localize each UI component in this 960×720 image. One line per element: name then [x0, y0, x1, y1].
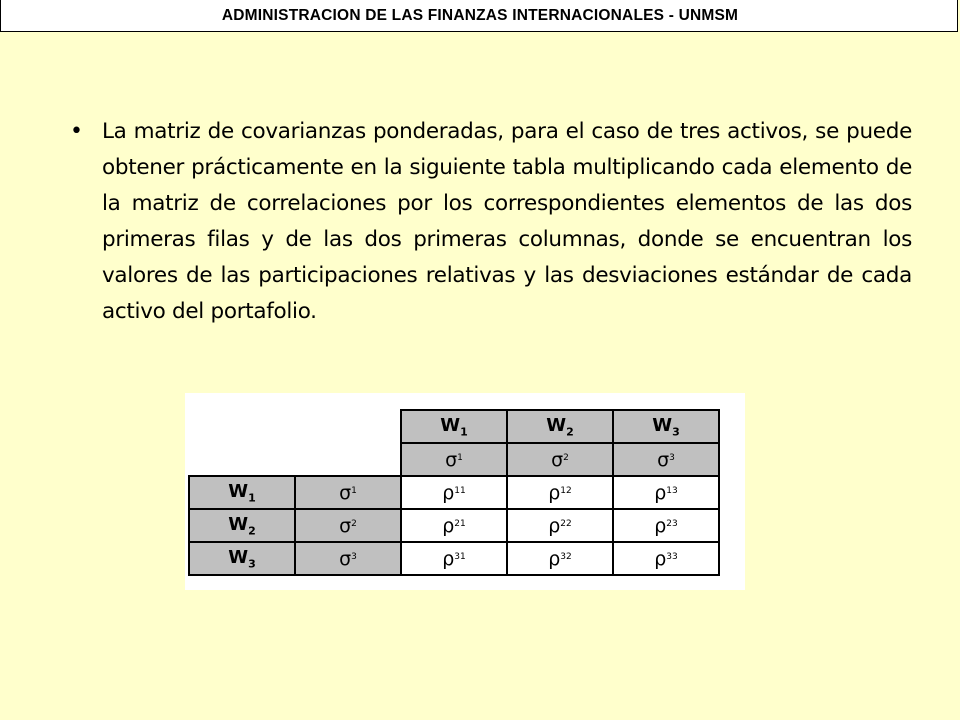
rho-symbol: ρ — [548, 514, 561, 537]
correlation-cell — [613, 542, 719, 575]
table-row — [189, 476, 719, 509]
table-row — [189, 542, 719, 575]
rho-index: 13 — [666, 485, 678, 496]
correlation-cell — [507, 476, 613, 509]
page-title: ADMINISTRACION DE LAS FINANZAS INTERNACIONALES - UNMSM — [221, 7, 739, 24]
weight-symbol: W — [228, 480, 249, 502]
rho-index: 23 — [666, 518, 678, 529]
rho-index: 21 — [454, 518, 466, 529]
weight-header-cell — [613, 410, 719, 443]
rho-symbol: ρ — [442, 481, 455, 504]
row-weight-cell — [189, 509, 295, 542]
weight-symbol: W — [546, 414, 567, 436]
bullet-paragraph: La matriz de covarianzas ponderadas, para el caso de tres activos, se puede obtener prácticamente en la siguiente tabla multiplicando cada elemento de la matriz de correlaciones por los correspondientes elementos de las dos primeras filas y de las dos primeras columnas, donde se encuentran los valores de las participaciones relativas y las desviaciones estándar de cada activo del portafolio. — [102, 119, 912, 324]
weight-index: 1 — [460, 425, 468, 439]
sigma-index: 2 — [351, 518, 357, 529]
weight-index: 2 — [566, 425, 574, 439]
weights-header-row — [189, 410, 719, 443]
weight-header-cell — [507, 410, 613, 443]
covariance-table-figure — [185, 393, 745, 590]
rho-index: 33 — [666, 551, 678, 562]
row-weight-cell — [189, 476, 295, 509]
correlation-cell — [401, 542, 507, 575]
rho-index: 31 — [454, 551, 466, 562]
sigma-index: 3 — [351, 551, 357, 562]
sigma-header-cell — [613, 443, 719, 476]
rho-index: 32 — [560, 551, 572, 562]
rho-symbol: ρ — [548, 547, 561, 570]
rho-symbol: ρ — [442, 514, 455, 537]
sigma-index: 3 — [669, 452, 675, 463]
correlation-cell — [507, 542, 613, 575]
rho-symbol: ρ — [654, 481, 667, 504]
rho-symbol: ρ — [654, 514, 667, 537]
rho-symbol: ρ — [442, 547, 455, 570]
correlation-cell — [401, 509, 507, 542]
correlation-cell — [613, 476, 719, 509]
empty-corner-cell — [295, 410, 401, 443]
weight-index: 3 — [248, 557, 256, 571]
bullet-icon: • — [70, 119, 83, 144]
table-row — [189, 509, 719, 542]
sigma-index: 1 — [457, 452, 463, 463]
weight-index: 2 — [248, 524, 256, 538]
rho-symbol: ρ — [548, 481, 561, 504]
weight-symbol: W — [228, 546, 249, 568]
empty-corner-cell — [295, 443, 401, 476]
correlation-cell — [613, 509, 719, 542]
weight-index: 3 — [672, 425, 680, 439]
covariance-table — [188, 409, 720, 576]
weight-symbol: W — [440, 414, 461, 436]
sigma-index: 2 — [563, 452, 569, 463]
rho-index: 22 — [560, 518, 572, 529]
sigma-header-row — [189, 443, 719, 476]
weight-symbol: W — [228, 513, 249, 535]
sigma-header-cell — [401, 443, 507, 476]
weight-symbol: W — [652, 414, 673, 436]
sigma-index: 1 — [351, 485, 357, 496]
slide-body — [70, 114, 912, 330]
sigma-symbol: σ — [445, 448, 458, 471]
weight-header-cell — [401, 410, 507, 443]
rho-symbol: ρ — [654, 547, 667, 570]
weight-index: 1 — [248, 491, 256, 505]
row-sigma-cell — [295, 476, 401, 509]
sigma-symbol: σ — [339, 481, 352, 504]
sigma-symbol: σ — [339, 547, 352, 570]
row-weight-cell — [189, 542, 295, 575]
sigma-symbol: σ — [339, 514, 352, 537]
sigma-symbol: σ — [551, 448, 564, 471]
correlation-cell — [401, 476, 507, 509]
rho-index: 11 — [454, 485, 466, 496]
sigma-header-cell — [507, 443, 613, 476]
empty-corner-cell — [189, 410, 295, 443]
rho-index: 12 — [560, 485, 572, 496]
bullet-item — [70, 114, 912, 330]
row-sigma-cell — [295, 542, 401, 575]
row-sigma-cell — [295, 509, 401, 542]
sigma-symbol: σ — [657, 448, 670, 471]
correlation-cell — [507, 509, 613, 542]
empty-corner-cell — [189, 443, 295, 476]
